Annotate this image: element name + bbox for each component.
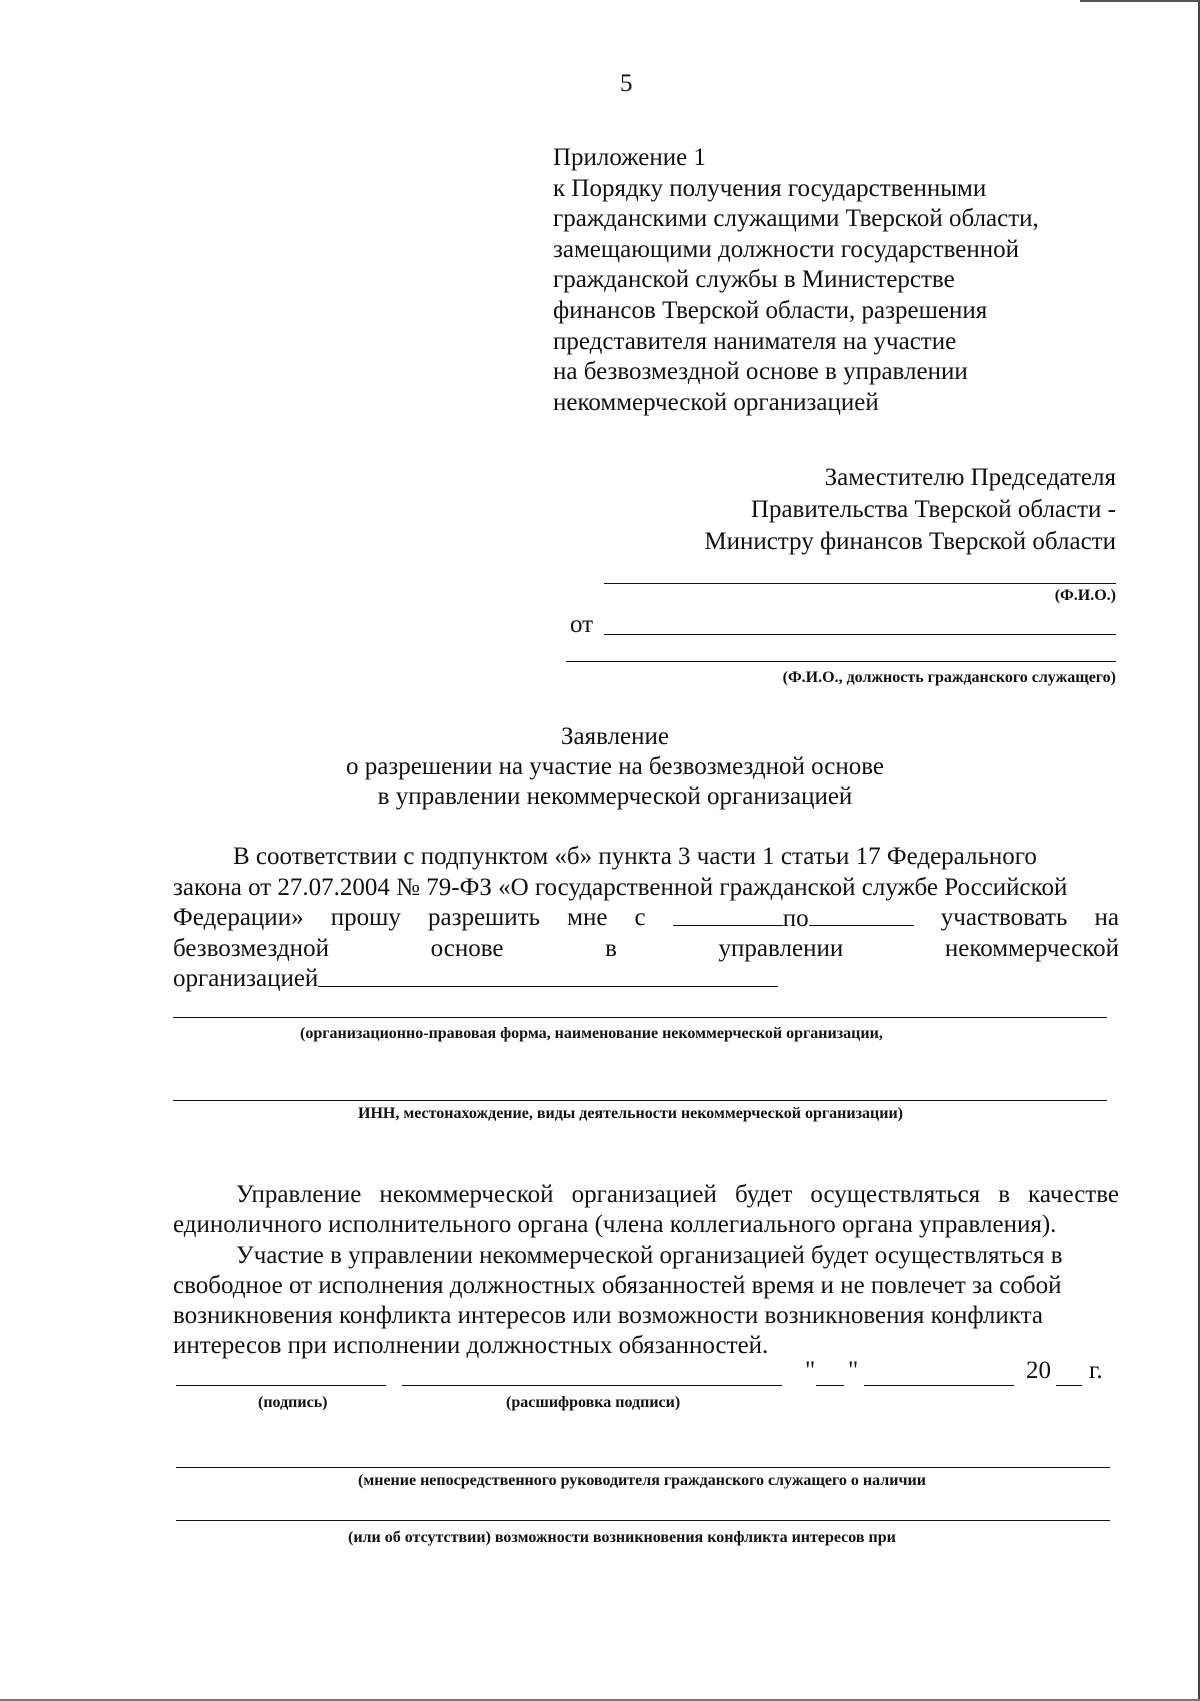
opinion-caption-line2: (или об отсутствии) возможности возникновения конфликта интересов при [348, 1529, 896, 1546]
paragraph-word: с [634, 904, 646, 931]
from-position-field[interactable] [566, 661, 1116, 662]
scan-border-top [1080, 0, 1200, 2]
quote-close: " [848, 1357, 859, 1384]
paragraph-word: Федерации» [173, 904, 304, 931]
paragraph-word: разрешить [427, 904, 540, 931]
addressee-line: Правительства Тверской области - [750, 496, 1116, 523]
paragraph-word: управлении [718, 934, 844, 962]
organization-caption-line1: (организационно-правовая форма, наименование некоммерческой организации, [300, 1025, 883, 1042]
paragraph-word: организацией [571, 1181, 717, 1208]
paragraph-text: единоличного исполнительного органа (члена коллегиального органа управления). [173, 1211, 1057, 1239]
paragraph-word: в [998, 1181, 1011, 1208]
organization-caption-line2: ИНН, местонахождение, виды деятельности некоммерческой организации) [358, 1105, 904, 1122]
appendix-line: на безвозмездной основе в управлении [553, 358, 968, 386]
addressee-block [704, 462, 1116, 558]
manager-opinion-field[interactable] [176, 1467, 1110, 1468]
organization-field[interactable] [318, 964, 778, 987]
paragraph-word: некоммерческой [944, 934, 1119, 962]
paragraph-word: на [1094, 904, 1119, 931]
appendix-line: к Порядку получения государственными [553, 174, 987, 202]
addressee-fio-field[interactable] [604, 583, 1116, 584]
day-field[interactable] [816, 1385, 844, 1386]
month-field[interactable] [864, 1385, 1014, 1386]
date-to-field[interactable] [809, 903, 914, 926]
year-suffix: г. [1089, 1357, 1103, 1384]
organization-inn-field[interactable] [173, 1100, 1107, 1101]
appendix-line: представителя нанимателя на участие [553, 327, 957, 355]
paragraph-text: Участие в управлении некоммерческой организацией будет осуществляться в [236, 1241, 1063, 1269]
year-prefix: 20 [1026, 1357, 1051, 1384]
appendix-line: финансов Тверской области, разрешения [553, 296, 988, 324]
paragraph-word: Управление [236, 1181, 362, 1208]
paragraph-word: участвовать [940, 904, 1068, 931]
paragraph-word: по [782, 905, 809, 932]
paragraph-text: свободное от исполнения должностных обязанностей время и не повлечет за собой [173, 1271, 1062, 1299]
date-from-field[interactable] [673, 903, 783, 926]
paragraph-text: В соответствии с подпунктом «б» пункта 3 части 1 статьи 17 Федерального [233, 843, 1037, 870]
paragraph-word: будет [734, 1181, 793, 1208]
manager-opinion-field-2[interactable] [176, 1520, 1110, 1521]
paragraph-word: в [605, 934, 617, 962]
quote-open: " [805, 1357, 816, 1384]
title-line: о разрешении на участие на безвозмездной основе [346, 753, 884, 780]
addressee-line: Министру финансов Тверской области [704, 528, 1116, 555]
year-field[interactable] [1056, 1385, 1082, 1386]
title-line: в управлении некоммерческой организацией [377, 783, 853, 810]
appendix-line: Приложение 1 [553, 144, 706, 171]
paragraph-text: возникновения конфликта интересов или возможности возникновения конфликта [173, 1302, 1043, 1330]
appendix-line: гражданскими служащими Тверской области, [553, 205, 1039, 233]
request-paragraph [173, 842, 1119, 995]
management-paragraph [173, 1180, 1119, 1362]
from-field[interactable] [604, 634, 1116, 635]
paragraph-word: качестве [1028, 1181, 1119, 1208]
signature-caption: (подпись) [258, 1394, 328, 1411]
addressee-line: Заместителю Председателя [824, 464, 1116, 491]
signature-decode-caption: (расшифровка подписи) [506, 1394, 681, 1411]
paragraph-word: осуществляться [810, 1181, 981, 1208]
appendix-header [553, 143, 1039, 418]
title-line: Заявление [560, 723, 670, 750]
from-caption: (Ф.И.О., должность гражданского служащего) [782, 669, 1116, 686]
appendix-line: гражданской службы в Министерстве [553, 266, 955, 294]
appendix-line: некоммерческой организацией [553, 388, 879, 416]
appendix-line: замещающими должности государственной [553, 235, 1019, 263]
paragraph-word: основе [430, 934, 504, 962]
page-number: 5 [620, 70, 633, 97]
paragraph-word: мне [567, 904, 608, 931]
signature-field[interactable] [176, 1385, 386, 1386]
from-label: от [570, 611, 594, 638]
signature-decode-field[interactable] [402, 1385, 782, 1386]
fio-caption: (Ф.И.О.) [1054, 587, 1116, 604]
organization-details-field[interactable] [173, 1017, 1107, 1018]
paragraph-word: безвозмездной [173, 934, 329, 962]
paragraph-word: прошу [330, 904, 401, 931]
statement-title [0, 722, 1200, 812]
paragraph-text: закона от 27.07.2004 № 79-ФЗ «О государственной гражданской службе Российской [173, 873, 1068, 901]
paragraph-word: некоммерческой [379, 1181, 554, 1208]
opinion-caption-line1: (мнение непосредственного руководителя гражданского служащего о наличии [358, 1472, 926, 1489]
paragraph-word: организацией [173, 965, 319, 992]
paragraph-text: интересов при исполнении должностных обязанностей. [173, 1332, 769, 1360]
